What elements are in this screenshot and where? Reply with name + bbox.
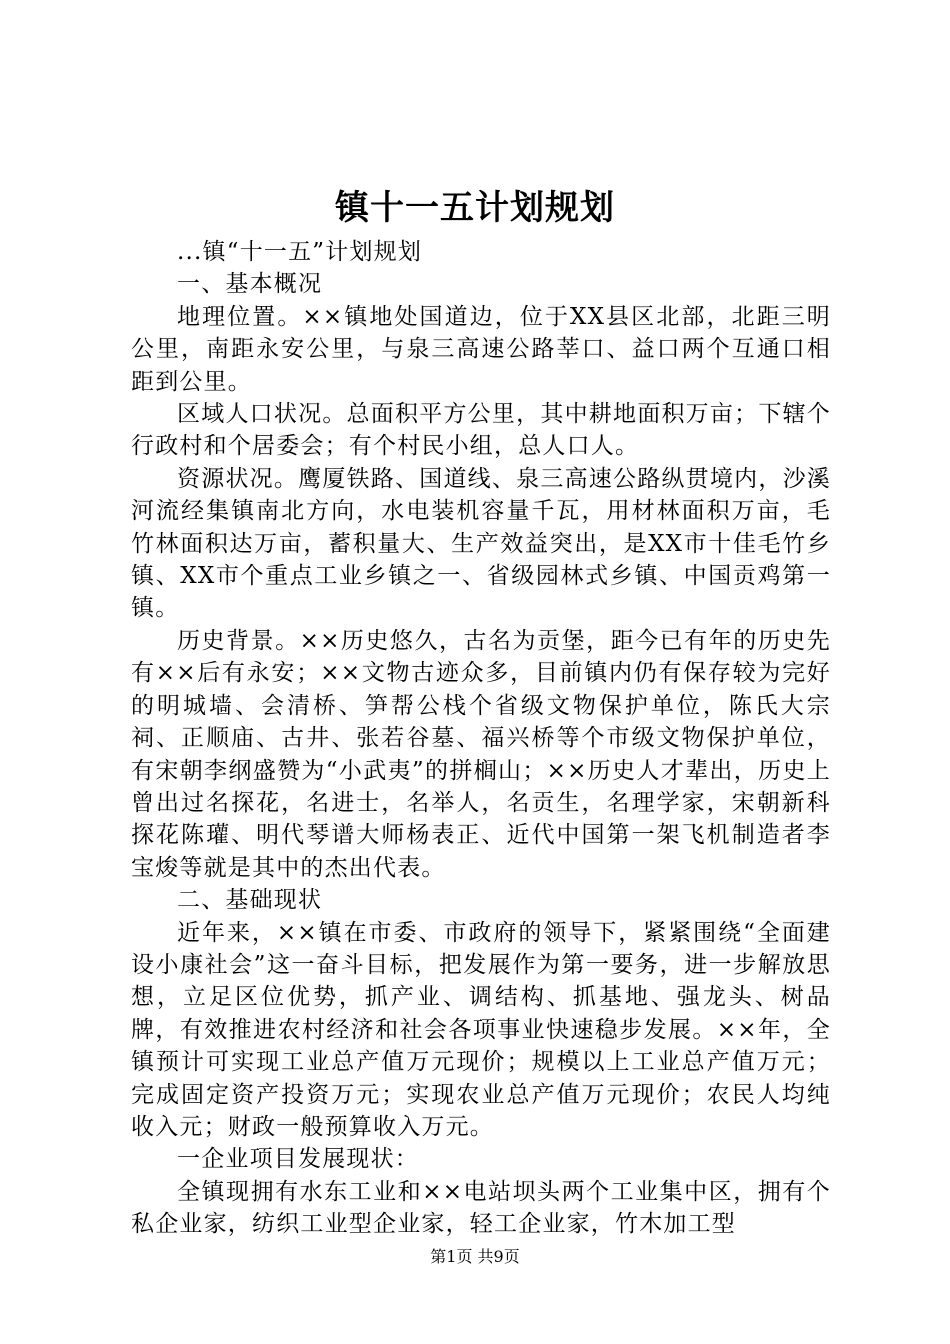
section-heading-current-status: 二、基础现状 [177, 887, 323, 914]
paragraph-location: 地理位置。××镇地处国道边，位于XX县区北部，北距三明公里，南距永安公里，与泉三高速公路莘口、益口两个互通口相距到公里。 [131, 303, 831, 395]
paragraph-resources: 资源状况。鹰厦铁路、国道线、泉三高速公路纵贯境内，沙溪河流经集镇南北方向，水电装机容量千瓦，用材林面积万亩，毛竹林面积达万亩，蓄积量大、生产效益突出，是XX市十佳毛竹乡镇、XX市个重点工业乡镇之一、省级园林式乡镇、中国贡鸡第一镇。 [131, 465, 831, 622]
section-heading-basic-overview: 一、基本概况 [177, 271, 323, 298]
page-number: 第1页 共9页 [430, 1247, 520, 1266]
paragraph-history: 历史背景。××历史悠久，古名为贡堡，距今已有年的历史先有××后有永安；××文物古迹众多，目前镇内仍有保存较为完好的明城墙、会清桥、笋帮公栈个省级文物保护单位，陈氏大宗祠、正顺庙、古井、张若谷墓、福兴桥等个市级文物保护单位，有宋朝李纲盛赞为“小武夷”的拼榈山；××历史人才辈出，历史上曾出过名探花，名进士，名举人，名贡生，名理学家，宋朝新科探花陈瓘、明代琴谱大师杨表正、近代中国第一架飞机制造者李宝焌等就是其中的杰出代表。 [131, 627, 831, 881]
paragraph-recent-years: 近年来，××镇在市委、市政府的领导下，紧紧围绕“全面建设小康社会”这一奋斗目标，把发展作为第一要务，进一步解放思想，立足区位优势，抓产业、调结构、抓基地、强龙头、树品牌，有效推进农村经济和社会各项事业快速稳步发展。××年，全镇预计可实现工业总产值万元现价；规模以上工业总产值万元；完成固定资产投资万元；实现农业总产值万元现价；农民人均纯收入元；财政一般预算收入万元。 [131, 919, 831, 1140]
paragraph-population: 区域人口状况。总面积平方公里，其中耕地面积万亩；下辖个行政村和个居委会；有个村民小组，总人口人。 [131, 401, 831, 460]
paragraph-enterprise: 全镇现拥有水东工业和××电站坝头两个工业集中区，拥有个私企业家，纺织工业型企业家，轻工企业家，竹木加工型 [131, 1178, 831, 1238]
subtitle-paragraph: ...镇“十一五”计划规划 [177, 239, 423, 265]
document-body [131, 236, 831, 1241]
document-title: 镇十一五计划规划 [335, 188, 615, 228]
subheading-enterprise: 一企业项目发展现状： [177, 1146, 419, 1173]
